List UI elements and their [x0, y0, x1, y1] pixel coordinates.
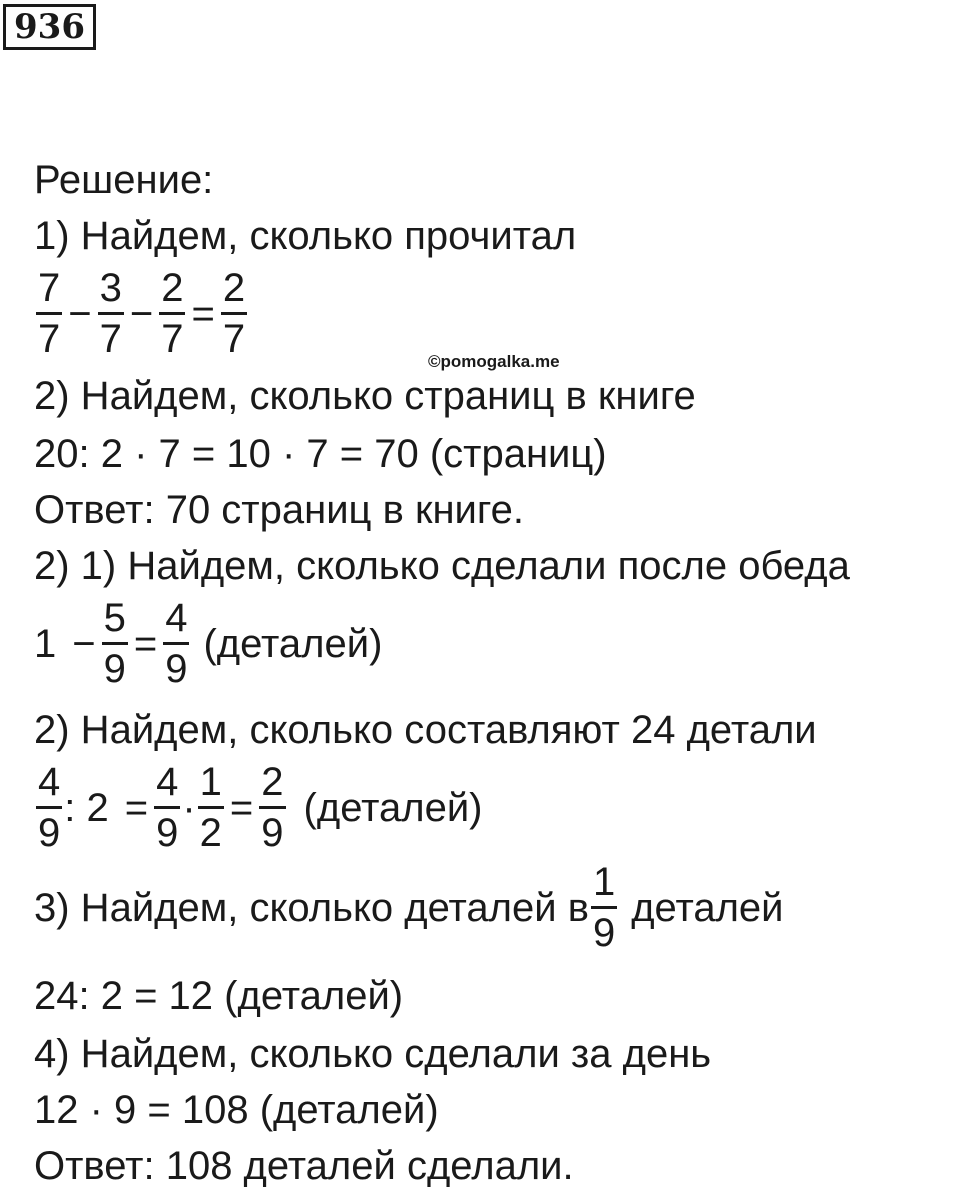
- problem-number: 936: [3, 4, 96, 50]
- step-text: деталей: [631, 885, 784, 930]
- fraction: $\frac{2}{7}$: [222, 266, 246, 361]
- unit-label: (деталей): [303, 785, 483, 830]
- step-2-text: 2) Найдем, сколько страниц в книге: [34, 374, 696, 418]
- fraction: $\frac{4}{9}$: [156, 760, 179, 855]
- step-1-text: 1) Найдем, сколько прочитал: [34, 214, 577, 258]
- operator: −: [68, 291, 92, 336]
- part-2-step-3-calc: 24: 2 = 12 (деталей): [34, 974, 404, 1018]
- operator: ·: [182, 785, 196, 830]
- step-text: 3) Найдем, сколько деталей в: [34, 885, 589, 930]
- operator: −: [72, 621, 96, 666]
- fraction: $\frac{4}{9}$: [38, 760, 61, 855]
- fraction: $\frac{7}{7}$: [38, 266, 61, 361]
- fraction: $\frac{3}{7}$: [99, 266, 122, 361]
- operator: =: [229, 785, 254, 830]
- fraction: $\frac{2}{9}$: [261, 760, 284, 855]
- division: : 2: [64, 785, 109, 830]
- fraction: $\frac{1}{2}$: [199, 760, 222, 855]
- number: 1: [34, 621, 57, 666]
- equation-2: [34, 598, 382, 689]
- fraction: $\frac{5}{9}$: [103, 596, 126, 691]
- part-2-step-4-text: 4) Найдем, сколько сделали за день: [34, 1032, 712, 1076]
- part-2-step-3: [34, 862, 784, 953]
- fraction: $\frac{1}{9}$: [592, 860, 616, 955]
- operator: =: [191, 291, 215, 336]
- operator: =: [133, 621, 158, 666]
- unit-label: (деталей): [203, 621, 383, 666]
- answer-1: Ответ: 70 страниц в книге.: [34, 488, 524, 532]
- part-2-step-1-text: 2) 1) Найдем, сколько сделали после обеда: [34, 544, 850, 588]
- operator: =: [124, 785, 149, 830]
- answer-2: Ответ: 108 деталей сделали.: [34, 1144, 574, 1188]
- part-2-step-2-text: 2) Найдем, сколько составляют 24 детали: [34, 708, 817, 752]
- operator: −: [129, 291, 154, 336]
- fraction: $\frac{2}{7}$: [161, 266, 184, 361]
- equation-3: [34, 762, 482, 853]
- step-2-calc: 20: 2 · 7 = 10 · 7 = 70 (страниц): [34, 432, 607, 476]
- part-2-step-4-calc: 12 · 9 = 108 (деталей): [34, 1088, 439, 1132]
- solution-heading: Решение:: [34, 158, 214, 202]
- equation-1: [34, 268, 249, 359]
- watermark: ©pomogalka.me: [428, 352, 560, 371]
- fraction: $\frac{4}{9}$: [165, 596, 188, 691]
